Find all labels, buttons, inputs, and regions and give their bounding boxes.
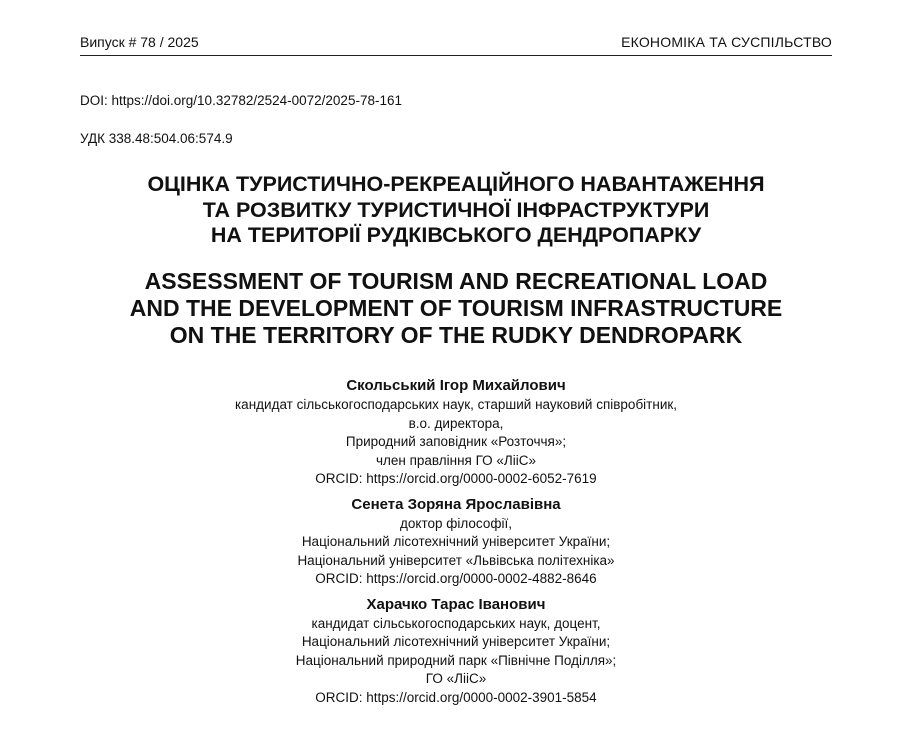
author-name: Скольський Ігор Михайлович xyxy=(346,377,566,394)
title-uk-line: ОЦІНКА ТУРИСТИЧНО-РЕКРЕАЦІЙНОГО НАВАНТАЖЕННЯ xyxy=(147,172,765,196)
author-orcid: ORCID: https://orcid.org/0000-0002-6052-7619 xyxy=(315,471,597,486)
issue-label: Випуск # 78 / 2025 xyxy=(80,34,199,50)
author-affiliation: Національний лісотехнічний університет України; xyxy=(301,634,611,649)
title-ukrainian xyxy=(80,172,832,249)
running-header xyxy=(80,33,832,56)
authors-block xyxy=(80,376,832,713)
author-1 xyxy=(80,376,832,489)
author-name: Харачко Тарас Іванович xyxy=(366,595,546,613)
author-affiliation: кандидат сільськогосподарських наук, старший науковий співробітник, xyxy=(234,397,678,412)
author-affiliation: Національний лісотехнічний університет України; xyxy=(301,534,611,549)
title-uk-line: ТА РОЗВИТКУ ТУРИСТИЧНОЇ ІНФРАСТРУКТУРИ xyxy=(202,197,710,222)
title-en-line: ON THE TERRITORY OF THE RUDKY DENDROPARK xyxy=(169,322,743,348)
author-affiliation: Природний заповідник «Розточчя»; xyxy=(345,434,567,449)
author-3 xyxy=(80,595,832,708)
author-affiliation: Національний природний парк «Північне Поділля»; xyxy=(295,652,617,668)
author-orcid: ORCID: https://orcid.org/0000-0002-4882-8646 xyxy=(315,571,597,586)
journal-name: ЕКОНОМІКА ТА СУСПІЛЬСТВО xyxy=(621,34,832,50)
title-en-line: ASSESSMENT OF TOURISM AND RECREATIONAL LOAD xyxy=(144,268,768,294)
author-2 xyxy=(80,495,832,589)
title-uk-line: НА ТЕРИТОРІЇ РУДКІВСЬКОГО ДЕНДРОПАРКУ xyxy=(210,223,702,247)
author-orcid: ORCID: https://orcid.org/0000-0002-3901-5854 xyxy=(315,689,597,705)
author-affiliation: член правління ГО «ЛіiС» xyxy=(375,452,537,468)
author-affiliation: Національний університет «Львівська політехніка» xyxy=(297,552,615,568)
title-en-line: AND THE DEVELOPMENT OF TOURISM INFRASTRUCTURE xyxy=(129,295,783,321)
author-affiliation: кандидат сільськогосподарських наук, доцент, xyxy=(311,615,601,631)
author-name: Сенета Зоряна Ярославівна xyxy=(351,495,561,513)
author-affiliation: в.о. директора, xyxy=(408,415,504,431)
udc-line: УДК 338.48:504.06:574.9 xyxy=(80,131,233,146)
title-english xyxy=(80,268,832,349)
doi-line: DOI: https://doi.org/10.32782/2524-0072/2025-78-161 xyxy=(80,93,402,108)
author-affiliation: ГО «ЛіiС» xyxy=(425,671,487,686)
author-affiliation: доктор філософії, xyxy=(400,515,512,531)
